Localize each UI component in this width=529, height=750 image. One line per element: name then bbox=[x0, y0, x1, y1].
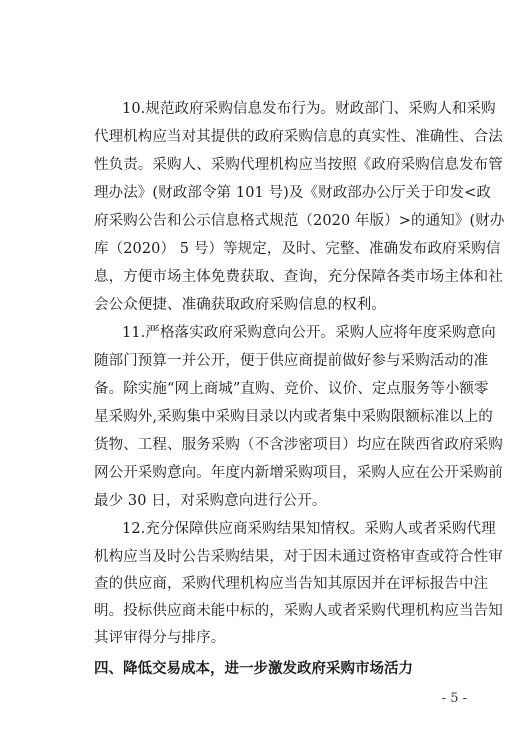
text-line: 备。除实施“网上商城”直购、竞价、议价、定点服务等小额零 bbox=[94, 381, 489, 397]
text-line: 最少 30 日，对采购意向进行公开。 bbox=[94, 493, 327, 509]
text-line: 12.充分保障供应商采购结果知情权。采购人或者采购代理 bbox=[122, 521, 496, 537]
text-line: 查的供应商，采购代理机构应当告知其原因并在评标报告中注 bbox=[94, 576, 489, 592]
text-line: 网公开采购意向。年度内新增采购项目，采购人应在公开采购前 bbox=[94, 465, 503, 481]
text-line: 10.规范政府采购信息发布行为。财政部门、采购人和采购 bbox=[122, 101, 496, 117]
section-heading: 四、降低交易成本，进一步激发政府采购市场活力 bbox=[94, 661, 413, 677]
text-line: 货物、工程、服务采购（不含涉密项目）均应在陕西省政府采购 bbox=[94, 437, 503, 453]
text-line: 11.严格落实政府采购意向公开。采购人应将年度采购意向 bbox=[122, 325, 496, 341]
text-line: 息，方便市场主体免费获取、查询，充分保障各类市场主体和社 bbox=[94, 269, 503, 285]
text-line: 理办法》(财政部令第 101 号)及《财政部办公厅关于印发<政 bbox=[94, 185, 491, 201]
text-line: 明。投标供应商未能中标的，采购人或者采购代理机构应当告知 bbox=[94, 603, 503, 619]
text-line: 其评审得分与排序。 bbox=[94, 630, 226, 646]
text-line: 星采购外,采购集中采购目录以内或者集中采购限额标准以上的 bbox=[94, 409, 493, 425]
text-line: 性负责。采购人、采购代理机构应当按照《政府采购信息发布管 bbox=[94, 157, 503, 173]
text-line: 库（2020） 5 号）等规定，及时、完整、准确发布政府采购信 bbox=[94, 241, 501, 257]
text-line: 代理机构应当对其提供的政府采购信息的真实性、准确性、合法 bbox=[94, 129, 503, 145]
text-line: 府采购公告和公示信息格式规范（2020 年版）>的通知》(财办 bbox=[94, 213, 505, 229]
text-line: 会公众便捷、准确获取政府采购信息的权利。 bbox=[94, 297, 386, 313]
page-number: - 5 - bbox=[441, 691, 467, 706]
text-line: 随部门预算一并公开，便于供应商提前做好参与采购活动的准 bbox=[94, 353, 489, 369]
text-line: 机构应当及时公告采购结果，对于因未通过资格审查或符合性审 bbox=[94, 549, 503, 565]
